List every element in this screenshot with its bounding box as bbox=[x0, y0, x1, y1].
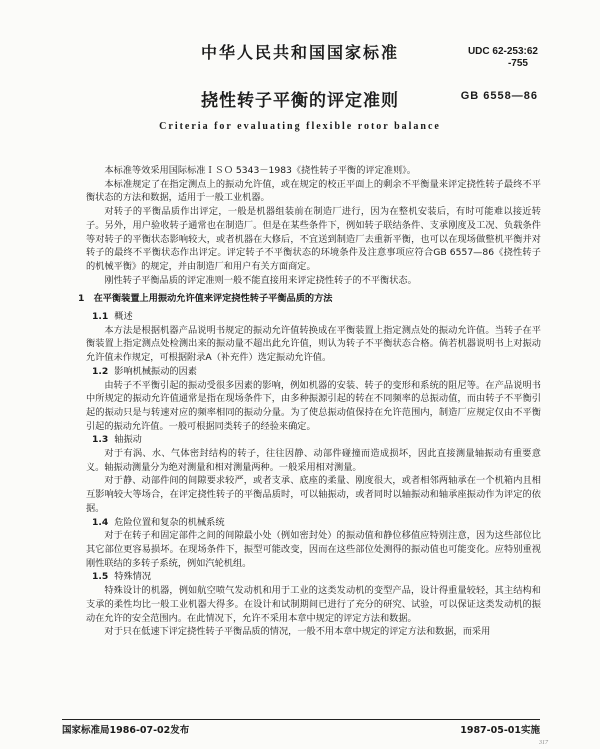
footer-divider bbox=[62, 719, 540, 720]
subsection-number: 1.1 bbox=[92, 311, 109, 323]
intro-paragraph: 对转子的平衡品质作出评定，一般是机器组装前在制造厂进行，因为在整机安装后，有时可能难以接近转子。另外，用户验收转子通常也在制造厂。但是在某些条件下，例如转子联结条件、支承刚度及工况、负载条件等对转子的平衡状态影响较大，或者机器在大修后，不宜送到制造厂去重新平衡，也可以在现场做整机平衡并对转子的最终不平衡状态作出评定。评定转子不平衡状态的环境条件及注意事项应符合GB 6557—86《挠性转子的机械平衡》的规定，并由制造厂和用户有关方面商定。 bbox=[86, 206, 541, 272]
udc-line-2: -755 bbox=[507, 58, 528, 69]
body-paragraph: 特殊设计的机器，例如航空喷气发动机和用于工业的这类发动机的变型产品，设计得重量较轻，其主结构和支承的柔性均比一般工业机器大得多。在设计和试制期间已进行了充分的研究、试验，可以保证这类发动机的振动在允许的安全范围内。在此情况下，允许不采用本章中规定的评定方法和数据。 bbox=[86, 585, 541, 624]
subsection-title: 概述 bbox=[114, 311, 133, 323]
subsection-1-4-heading bbox=[86, 516, 541, 530]
gb-standard-code: GB 6558—86 bbox=[460, 90, 538, 102]
subsection-number: 1.4 bbox=[92, 516, 109, 528]
approval-date: 国家标准局1986-07-02发布 bbox=[62, 725, 190, 736]
subsection-title: 特殊情况 bbox=[114, 571, 152, 583]
standard-org-heading: 中华人民共和国国家标准 bbox=[200, 43, 399, 62]
subsection-title: 轴振动 bbox=[114, 434, 142, 446]
subsection-1-5-heading bbox=[86, 570, 541, 584]
subsection-number: 1.2 bbox=[92, 365, 109, 377]
body-paragraph: 对于在转子和固定部件之间的间隙最小处（例如密封处）的振动值和静位移值应特别注意，因为这些部位比其它部位更容易损坏。在现场条件下，振型可能改变，因而在这些部位处测得的振动值也可能变化。应特别重视刚性联结的多转子系统，例如汽轮机组。 bbox=[86, 530, 541, 569]
body-paragraph: 本方法是根据机器产品说明书规定的振动允许值转换成在平衡装置上指定测点处的振动允许值。当转子在平衡装置上指定测点处检测出来的振动量不超出此允许值，则认为转子不平衡状态合格。倘若机器说明书上对振动允许值未作规定，可根据附录A（补充件）选定振动允许值。 bbox=[86, 324, 541, 364]
intro-paragraph: 本标准规定了在指定测点上的振动允许值，或在规定的校正平面上的剩余不平衡量来评定挠性转子最终不平衡状态的方法和数据，适用于一般工业机器。 bbox=[86, 178, 541, 204]
document-body bbox=[78, 164, 541, 639]
subsection-number: 1.3 bbox=[92, 434, 109, 446]
intro-paragraph: 刚性转子平衡品质的评定准则一般不能直接用来评定挠性转子的不平衡状态。 bbox=[104, 274, 417, 286]
effective-date: 1987-05-01实施 bbox=[460, 725, 540, 736]
body-paragraph: 由转子不平衡引起的振动受很多因素的影响，例如机器的安装、转子的变形和系统的阻尼等。在产品说明书中所规定的振动允许值通常是指在现场条件下，由多种振源引起的转在不同频率的总振动值，而由转子不平衡引起的振动只是与转速对应的频率相同的振动分量。为了使总振动值保持在允许范围内，制造厂应规定仅由不平衡引起的振动允许值。一般可根据同类转子的经验来确定。 bbox=[86, 379, 541, 432]
body-paragraph: 对于静、动部件间的间隙要求较严，或者支承、底座的柔量、刚度很大，或者相邻两轴承在一个机箱内且相互影响较大等场合，在评定挠性转子的平衡品质时，可以轴振动，或者同时以轴振动和轴承座振动作为评定的依据。 bbox=[86, 475, 541, 514]
page-number: 317 bbox=[539, 740, 548, 746]
subsection-1-3-heading bbox=[86, 433, 541, 447]
udc-classification bbox=[468, 46, 538, 70]
document-subtitle-english: Criteria for evaluating flexible rotor balance bbox=[159, 121, 441, 132]
intro-paragraph: 本标准等效采用国际标准ＩＳＯ 5343－1983《挠性转子平衡的评定准则》。 bbox=[104, 165, 416, 176]
subsection-number: 1.5 bbox=[92, 571, 109, 583]
section-1-heading: 1 在平衡装置上用振动允许值来评定挠性转子平衡品质的方法 bbox=[78, 293, 333, 305]
body-paragraph: 对于只在低速下评定挠性转子平衡品质的情况，一般不用本章中规定的评定方法和数据，而采用 bbox=[104, 626, 491, 638]
udc-line-1: UDC 62-253:62 bbox=[467, 46, 538, 57]
subsection-1-1-heading bbox=[86, 310, 541, 324]
subsection-title: 影响机械振动的因素 bbox=[114, 365, 197, 377]
document-title: 挠性转子平衡的评定准则 bbox=[201, 91, 399, 111]
subsection-title: 危险位置和复杂的机械系统 bbox=[114, 516, 225, 528]
subsection-1-2-heading bbox=[86, 365, 541, 379]
body-paragraph: 对于有涡、水、气体密封结构的转子，往往因静、动部件碰撞而造成损坏，因此直接测量轴振动有重要意义。轴振动测量分为绝对测量和相对测量两种。一般采用相对测量。 bbox=[86, 448, 541, 473]
